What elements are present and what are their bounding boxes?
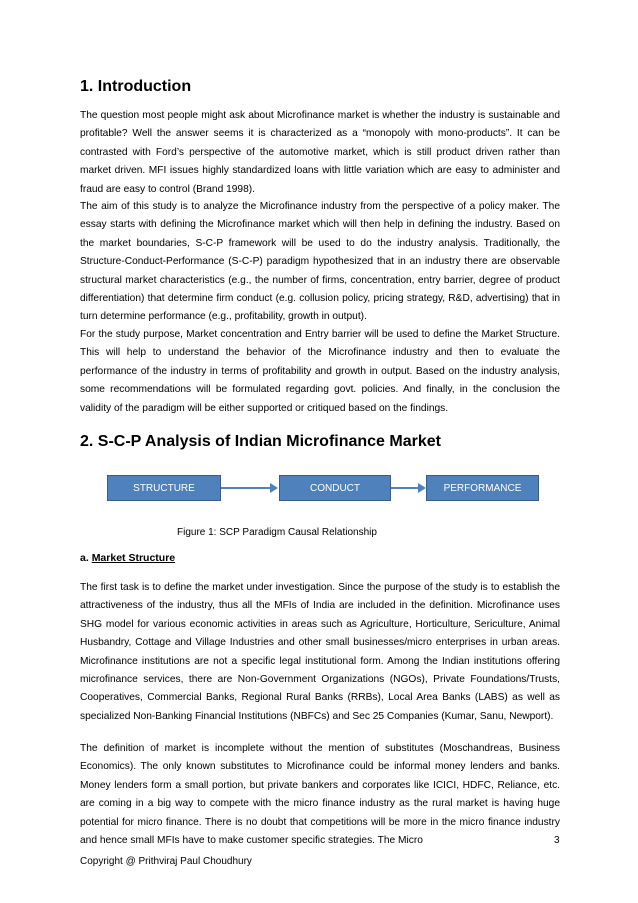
market-structure-paragraph-1: The first task is to define the market under investigation. Since the purpose of the study is to establish the attractiveness of the industry, thus all the MFIs of India are included in the definition. Microfinance uses SHG model for various economic activities in areas such as Agriculture, Horticulture, Sericulture, Animal Husbandry, Cottage and Village Industries and other small businesses/micro enterprises in urban areas. Microfinance institutions are not a specific legal institutional form. Among the Indian institutions offering microfinance services, there are Non-Government Organizations (NGOs), Private Foundations/Trusts, Cooperatives, Commercial Banks, Regional Rural Banks (RRBs), Local Area Banks (LABS) as well as specialized Non-Banking Financial Institutions (NBFCs) and Sec 25 Companies (Kumar, Sanu, Newport). [80,582,560,722]
scp-diagram [107,475,540,501]
conduct-box: CONDUCT [279,475,391,501]
intro-paragraph-3: For the study purpose, Market concentration and Entry barrier will be used to define the Market Structure. This will help to understand the behavior of the Microfinance industry and then to evaluate the performance of the industry in terms of profitability and growth in output. Based on the industry analysis, some recommendations will be formulated regarding govt. policies. And finally, in the conclusion the validity of the paradigm will be either supported or critiqued based on the findings. [80,329,560,414]
intro-heading: 1. Introduction [80,78,192,95]
arrow-structure-conduct [221,487,271,489]
intro-paragraph-1: The question most people might ask about Microfinance market is whether the industry is sustainable and profitable? Well the answer seems it is characterized as a “monopoly with mono-products”. It can be contrasted with Ford’s perspective of the automotive market, which is still product driven rather than market driven. MFI issues highly standardized loans with little variation which are easy to administer and fraud are easy to control (Brand 1998). [80,110,560,195]
arrow-conduct-performance [391,487,419,489]
market-structure-paragraph-2: The definition of market is incomplete without the mention of substitutes (Moschandreas, Business Economics). The only known substitutes to Microfinance could be informal money lenders and banks. Money lenders form a small portion, but private bankers and corporates like ICICI, HDFC, Reliance, etc. are coming in a big way to compete with the micro finance industry as the rural market is having huge potential for micro finance. There is no doubt that competitions will be more in the micro finance industry and hence small MFIs have to make customer specific strategies. The Micro [80,743,560,847]
market-structure-heading [80,552,175,564]
figure-caption: Figure 1: SCP Paradigm Causal Relationship [177,527,377,538]
structure-box: STRUCTURE [107,475,221,501]
subsection-prefix: a. [80,552,92,564]
intro-paragraph-2: The aim of this study is to analyze the Microfinance industry from the perspective of a policy maker. The essay starts with defining the Microfinance market which will then help in defining the industry. Based on the market boundaries, S-C-P framework will be used to do the industry analysis. Traditionally, the Structure-Conduct-Performance (S-C-P) paradigm hypothesized that in an industry there are observable structural market characteristics (e.g., the number of firms, concentration, entry barrier, degree of product differentiation) that determine firm conduct (e.g. collusion policy, pricing strategy, R&D, advertising) that in turn determine performance (e.g., profitability, growth in output). [80,201,560,323]
scp-heading: 2. S-C-P Analysis of Indian Microfinance Market [80,433,441,450]
subsection-title: Market Structure [91,552,176,564]
page-number: 3 [554,835,560,846]
copyright-footer: Copyright @ Prithviraj Paul Choudhury [80,856,252,867]
performance-box: PERFORMANCE [426,475,539,501]
